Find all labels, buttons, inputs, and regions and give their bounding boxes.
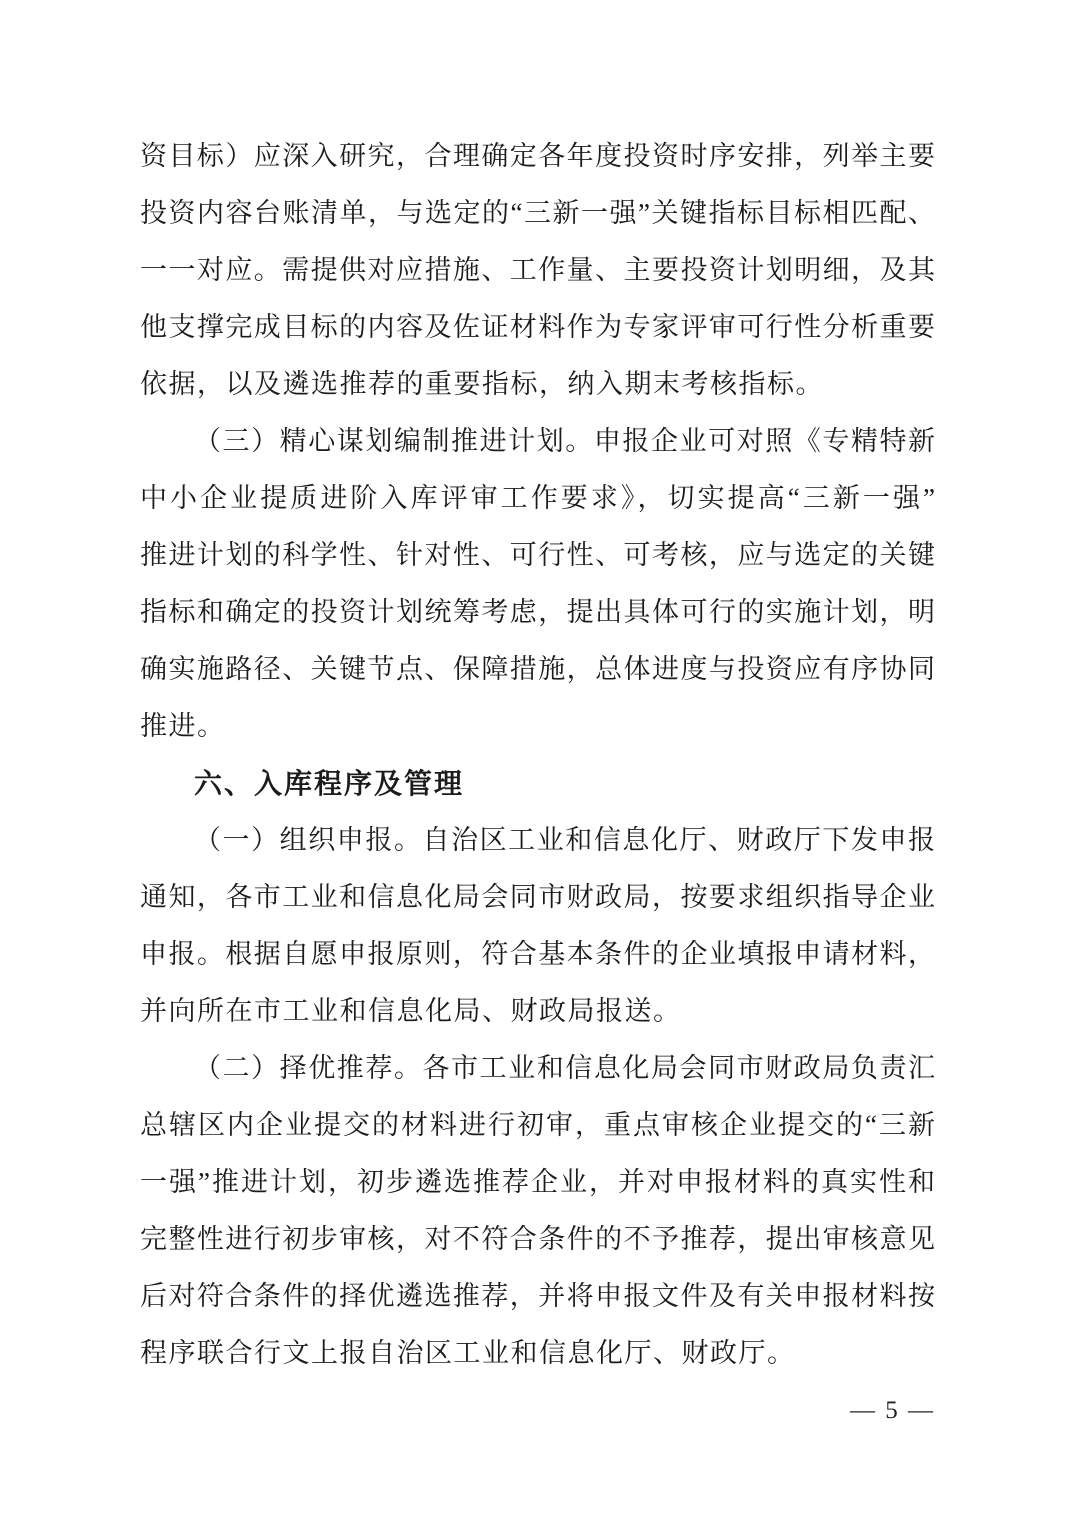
body-line: 中小企业提质进阶入库评审工作要求》，切实提高“三新一强” [140, 483, 935, 513]
body-line: 指标和确定的投资计划统筹考虑，提出具体可行的实施计划，明 [140, 597, 935, 627]
document-text-block [140, 128, 935, 1382]
body-line [140, 1040, 935, 1097]
body-line: 推进。 [140, 711, 226, 741]
page-number: — 5 — [850, 1397, 935, 1424]
body-text: 申报企业可对照《专精特新 [593, 426, 935, 456]
paragraph-lead: （三）精心谋划编制推进计划。 [194, 426, 594, 456]
body-line: 申报。根据自愿申报原则，符合基本条件的企业填报申请材料， [140, 939, 935, 969]
paragraph-lead: （一）组织申报。 [194, 825, 423, 855]
body-line: 一强”推进计划，初步遴选推荐企业，并对申报材料的真实性和 [140, 1167, 935, 1197]
body-line: 总辖区内企业提交的材料进行初审，重点审核企业提交的“三新 [140, 1110, 935, 1140]
section-heading: 六、入库程序及管理 [194, 768, 465, 799]
body-line: 推进计划的科学性、针对性、可行性、可考核，应与选定的关键 [140, 540, 935, 570]
body-text: 自治区工业和信息化厅、财政厅下发申报 [422, 825, 935, 855]
body-line: 通知，各市工业和信息化局会同市财政局，按要求组织指导企业 [140, 882, 935, 912]
body-line: 他支撑完成目标的内容及佐证材料作为专家评审可行性分析重要 [140, 312, 935, 342]
body-line: 确实施路径、关键节点、保障措施，总体进度与投资应有序协同 [140, 654, 935, 684]
body-line: 后对符合条件的择优遴选推荐，并将申报文件及有关申报材料按 [140, 1281, 935, 1311]
paragraph-lead: （二）择优推荐。 [194, 1053, 423, 1083]
body-line: 依据，以及遴选推荐的重要指标，纳入期末考核指标。 [140, 369, 824, 399]
body-line: 投资内容台账清单，与选定的“三新一强”关键指标目标相匹配、 [140, 198, 935, 228]
body-line: 程序联合行文上报自治区工业和信息化厅、财政厅。 [140, 1338, 796, 1368]
body-line: 并向所在市工业和信息化局、财政局报送。 [140, 996, 682, 1026]
body-line [140, 812, 935, 869]
body-line: 一一对应。需提供对应措施、工作量、主要投资计划明细，及其 [140, 255, 935, 285]
body-line: 资目标）应深入研究，合理确定各年度投资时序安排，列举主要 [140, 141, 935, 171]
body-text: 各市工业和信息化局会同市财政局负责汇 [422, 1053, 935, 1083]
body-line: 完整性进行初步审核，对不符合条件的不予推荐，提出审核意见 [140, 1224, 935, 1254]
body-line [140, 413, 935, 470]
